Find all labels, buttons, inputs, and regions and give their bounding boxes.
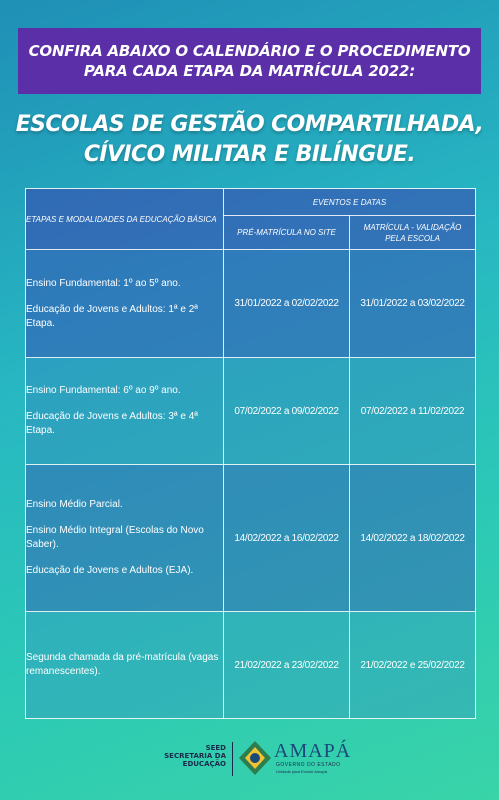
seed-logo — [160, 744, 226, 768]
enrollment-header-line-2: PELA ESCOLA — [385, 233, 440, 243]
pre-enrollment-date: 14/02/2022 a 16/02/2022 — [224, 465, 350, 612]
stage-cell — [26, 612, 224, 719]
state-wordmark: AMAPÁ — [274, 740, 352, 762]
seed-line-3: EDUCAÇÃO — [182, 760, 226, 768]
headline-line-1: ESCOLAS DE GESTÃO COMPARTILHADA, — [15, 112, 484, 137]
stage-column-header: ETAPAS E MODALIDADES DA EDUCAÇÃO BÁSICA — [26, 189, 224, 250]
footer-divider — [232, 742, 233, 776]
top-banner — [18, 28, 481, 94]
stage-text: Ensino Médio Parcial. — [26, 499, 123, 510]
table-header-row — [26, 189, 476, 216]
table-row — [26, 250, 476, 358]
enrollment-header-line-1: MATRÍCULA - VALIDAÇÃO — [363, 222, 462, 232]
headline-line-2: CÍVICO MILITAR E BILÍNGUE. — [83, 142, 416, 167]
stage-text: Educação de Jovens e Adultos: 1ª e 2ª Etapa. — [26, 303, 198, 329]
table-row — [26, 465, 476, 612]
table-row — [26, 358, 476, 465]
pre-enrollment-column-header: PRÉ-MATRÍCULA NO SITE — [224, 216, 350, 250]
enrollment-date: 14/02/2022 a 18/02/2022 — [350, 465, 476, 612]
stage-text: Ensino Médio Integral (Escolas do Novo Saber). — [26, 525, 204, 550]
amapa-emblem-icon — [238, 740, 272, 776]
pre-enrollment-date: 31/01/2022 a 02/02/2022 — [224, 250, 350, 358]
stage-cell — [26, 465, 224, 612]
stage-text: Segunda chamada da pré-matrícula (vagas remanescentes). — [26, 652, 219, 677]
pre-enrollment-date: 21/02/2022 a 23/02/2022 — [224, 612, 350, 719]
headline — [0, 110, 499, 170]
government-label: GOVERNO DO ESTADO — [276, 762, 341, 768]
stage-cell — [26, 358, 224, 465]
table-row — [26, 612, 476, 719]
banner-line-1: CONFIRA ABAIXO O CALENDÁRIO E O PROCEDIMENTO — [28, 42, 471, 60]
slogan: Unidade para Evoluir Amapá — [276, 769, 327, 774]
footer — [0, 738, 499, 788]
stage-text: Ensino Fundamental: 6º ao 9º ano. — [26, 385, 181, 396]
enrollment-calendar-table — [25, 188, 476, 719]
seed-line-2: SECRETARIA DA — [164, 752, 226, 760]
enrollment-date: 07/02/2022 a 11/02/2022 — [350, 358, 476, 465]
enrollment-date: 21/02/2022 e 25/02/2022 — [350, 612, 476, 719]
enrollment-date: 31/01/2022 a 03/02/2022 — [350, 250, 476, 358]
pre-enrollment-date: 07/02/2022 a 09/02/2022 — [224, 358, 350, 465]
banner-line-2: PARA CADA ETAPA DA MATRÍCULA 2022: — [83, 62, 416, 80]
events-header: EVENTOS E DATAS — [224, 189, 476, 216]
stage-cell — [26, 250, 224, 358]
enrollment-column-header — [350, 216, 476, 250]
stage-text: Educação de Jovens e Adultos (EJA). — [26, 565, 194, 576]
seed-acronym: SEED — [205, 744, 226, 752]
stage-text: Ensino Fundamental: 1º ao 5º ano. — [26, 277, 181, 289]
stage-text: Educação de Jovens e Adultos: 3ª e 4ª Etapa. — [26, 411, 198, 436]
